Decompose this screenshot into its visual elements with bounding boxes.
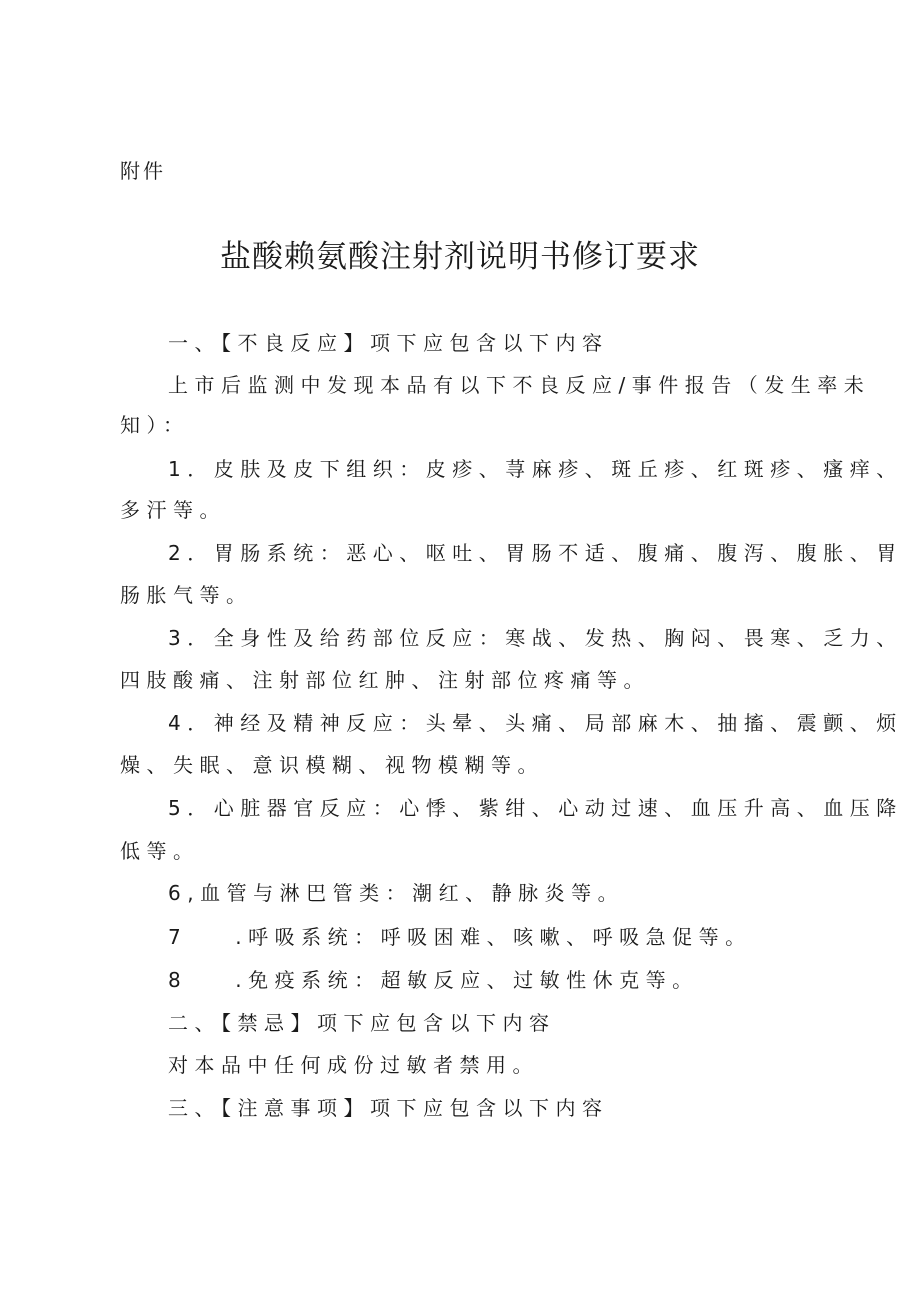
adverse-item-2-line-2: 肠胀气等。 xyxy=(120,583,253,607)
adverse-item-7 xyxy=(168,924,752,950)
adverse-item-5-line-2: 低等。 xyxy=(120,839,200,863)
adverse-item-4-line-1: 4．神经及精神反应：头晕、头痛、局部麻木、抽搐、震颤、烦 xyxy=(168,711,903,735)
adverse-item-8 xyxy=(168,967,699,993)
document-title: 盐酸赖氨酸注射剂说明书修订要求 xyxy=(220,239,700,275)
adverse-intro-line-1: 上市后监测中发现本品有以下不良反应/事件报告（发生率未 xyxy=(168,373,871,397)
adverse-item-8-number: 8 xyxy=(168,968,188,992)
adverse-item-1-line-2: 多汗等。 xyxy=(120,498,226,522)
adverse-item-6: 6,血管与淋巴管类：潮红、静脉炎等。 xyxy=(168,881,625,905)
adverse-item-8-text: .免疫系统：超敏反应、过敏性休克等。 xyxy=(235,968,699,992)
adverse-item-1-line-1: 1．皮肤及皮下组织：皮疹、荨麻疹、斑丘疹、红斑疹、瘙痒、 xyxy=(168,457,903,481)
contraindications-text: 对本品中任何成份过敏者禁用。 xyxy=(168,1053,539,1077)
attachment-label: 附件 xyxy=(120,159,166,183)
adverse-intro-line-2: 知）： xyxy=(120,413,190,437)
adverse-item-4-line-2: 燥、失眠、意识模糊、视物模糊等。 xyxy=(120,753,544,777)
adverse-item-3-line-1: 3．全身性及给药部位反应：寒战、发热、胸闷、畏寒、乏力、 xyxy=(168,626,903,650)
section-heading-adverse-reactions: 一、【不良反应】项下应包含以下内容 xyxy=(168,331,609,355)
adverse-item-7-number: 7 xyxy=(168,925,188,949)
section-heading-precautions: 三、【注意事项】项下应包含以下内容 xyxy=(168,1096,609,1120)
adverse-item-5-line-1: 5．心脏器官反应：心悸、紫绀、心动过速、血压升高、血压降 xyxy=(168,796,903,820)
section-heading-contraindications: 二、【禁忌】项下应包含以下内容 xyxy=(168,1011,556,1035)
adverse-item-2-line-1: 2．胃肠系统：恶心、呕吐、胃肠不适、腹痛、腹泻、腹胀、胃 xyxy=(168,541,903,565)
adverse-item-7-text: .呼吸系统：呼吸困难、咳嗽、呼吸急促等。 xyxy=(235,925,752,949)
adverse-item-3-line-2: 四肢酸痛、注射部位红肿、注射部位疼痛等。 xyxy=(120,668,650,692)
